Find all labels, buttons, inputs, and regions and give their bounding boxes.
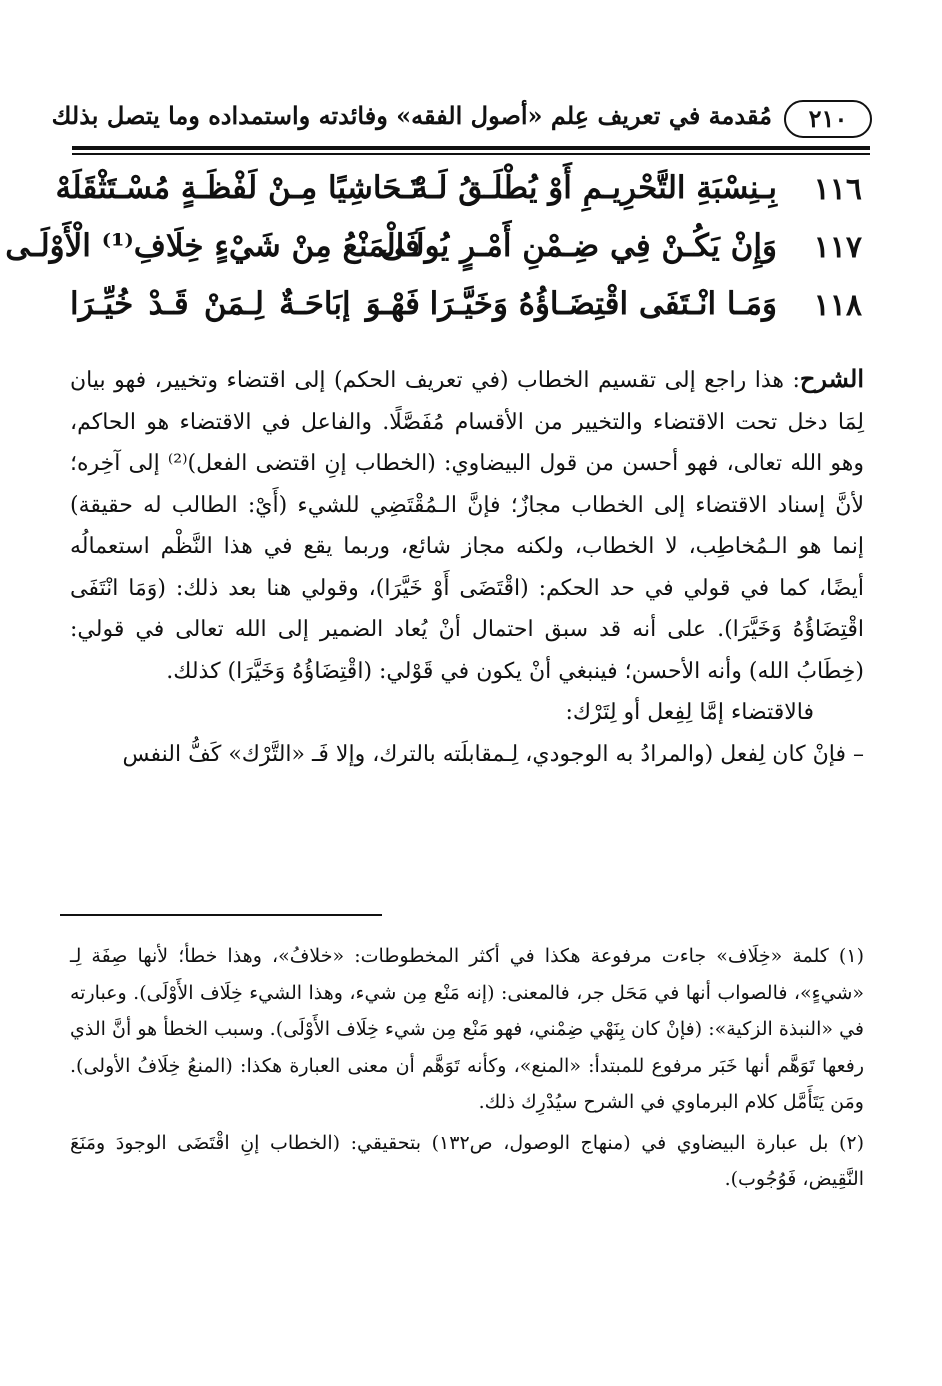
verse-number: ١١٦ xyxy=(813,172,862,207)
running-title: مُقدمة في تعريف عِلم «أصول الفقه» وفائدته واستمداده وما يتصل بذلك xyxy=(51,101,772,130)
verse-second-hemistich: فَهْـوَ إبَاحَـةٌ لِـمَنْ قَـدْ خُيِّـرَا xyxy=(70,286,420,322)
commentary-text: : هذا راجع إلى تقسيم الخطاب (في تعريف الحكم) إلى اقتضاء وتخيير، فهو بيان لِمَا دخل تحت الاقتضاء والتخيير من الأقسام مُفَصَّلًا. والفاعل في الاقتضاء هو الحاكم، وهو الله تعالى، فهو أحسن من قول البيضاوي: (الخطاب إنِ اقتضى الفعل)⁽²⁾ إلى آخِره؛ لأنَّ إسناد الاقتضاء إلى الخطاب مجازٌ؛ فإنَّ الـمُقْتَضِي للشيء (أَيْ: الطالب له حقيقة) إنما هو الـمُخاطِب، لا الخطاب، ولكنه مجاز شائع، وربما يقع في هذا النَّظْم استعمالُه أيضًا، كما في قولي في حد الحكم: (اقْتَضَى أَوْ خَيَّرَا)، وقولي هنا بعد ذلك: (وَمَا انْتَفَى اقْتِضَاؤُهُ وَخَيَّرَا). على أنه قد سبق احتمال أنْ يُعاد الضمير إلى الله تعالى في قولي: (خِطَابُ الله) وأنه الأحسن؛ فينبغي أنْ يكون في قَوْلي: (اقْتِضَاؤُهُ وَخَيَّرَا) كذلك. xyxy=(70,368,865,684)
commentary-paragraph: – فإنْ كان لِفعل (والمرادُ به الوجودي، لِـمقابلَته بالترك، وإلا فَـ «التَّرْك» كَفُّ النفس xyxy=(122,741,864,767)
footnote-separator xyxy=(60,914,382,916)
commentary-paragraph xyxy=(70,358,864,692)
commentary xyxy=(70,358,864,775)
commentary-label: الشرح xyxy=(799,364,864,393)
verse-first-hemistich: وَمَـا انْـتَفَى اقْتِضَـاؤُهُ وَخَيَّـرَا xyxy=(429,286,777,322)
verse-first-hemistich: وَإِنْ يَكُـنْ فِي ضِـمْنِ أَمْـرٍ يُولَـى xyxy=(380,228,777,264)
verse-second-hemistich: تَـحَاشِيًا مِـنْ لَفْظَـةٍ مُسْـتَثْقَلَهْ xyxy=(55,170,420,206)
verse-block xyxy=(5,162,862,336)
header-rule-thin xyxy=(72,153,870,155)
header-rule-thick xyxy=(72,146,870,150)
page-header xyxy=(51,96,872,140)
footnotes xyxy=(70,938,864,1198)
footnote: (١) كلمة «خِلَاف» جاءت مرفوعة هكذا في أكثر المخطوطات: «خلافُ»، وهذا خطأ؛ لأنها صِفَة لِـ «شيءٍ»، فالصواب أنها في مَحَل جر، فالمعنى: (إنه مَنْع مِن شيء، وهذا الشيء خِلَاف الأَوْلَى). وعبارته في «النبذة الزكية»: (فإنْ كان بِنَهْي ضِمْني، فهو مَنْع مِن شيء خِلَاف الأَوْلَى). وسبب الخطأ هو أنَّ الذي رفعها تَوَهَّم أنها خَبَر مرفوع للمبتدأ: «المنع»، وكأنه تَوَهَّم أن معنى العبارة هكذا: (المنعُ خِلَافُ الأولى). ومَن يَتَأَمَّل كلام البرماوي في الشرح سيُدْرِك ذلك. xyxy=(70,945,864,1113)
commentary-paragraph: فالاقتضاء إمَّا لِفِعل أو لِتَرْك: xyxy=(565,700,814,725)
verse-number: ١١٧ xyxy=(813,230,862,265)
verse-line xyxy=(70,278,862,336)
footnote: (٢) بل عبارة البيضاوي في (منهاج الوصول، ص١٣٢) بتحقيقي: (الخطاب إنِ اقْتَضَى الوجودَ ومَنَعَ النَّقِيض، فَوُجُوب). xyxy=(70,1131,864,1190)
verse-first-hemistich: بِـنِسْبَةِ التَّحْرِيـمِ أَوْ يُطْلَـقُ لَـهْ xyxy=(412,170,777,206)
page-number: ٢١٠ xyxy=(784,100,872,138)
verse-line xyxy=(5,220,862,278)
verse-line xyxy=(55,162,862,220)
verse-second-hemistich: فَالْمَنْعُ مِنْ شَيْءٍ خِلَافِ⁽¹⁾ الْأَوْلَـى xyxy=(5,228,420,264)
verse-number: ١١٨ xyxy=(813,288,862,323)
